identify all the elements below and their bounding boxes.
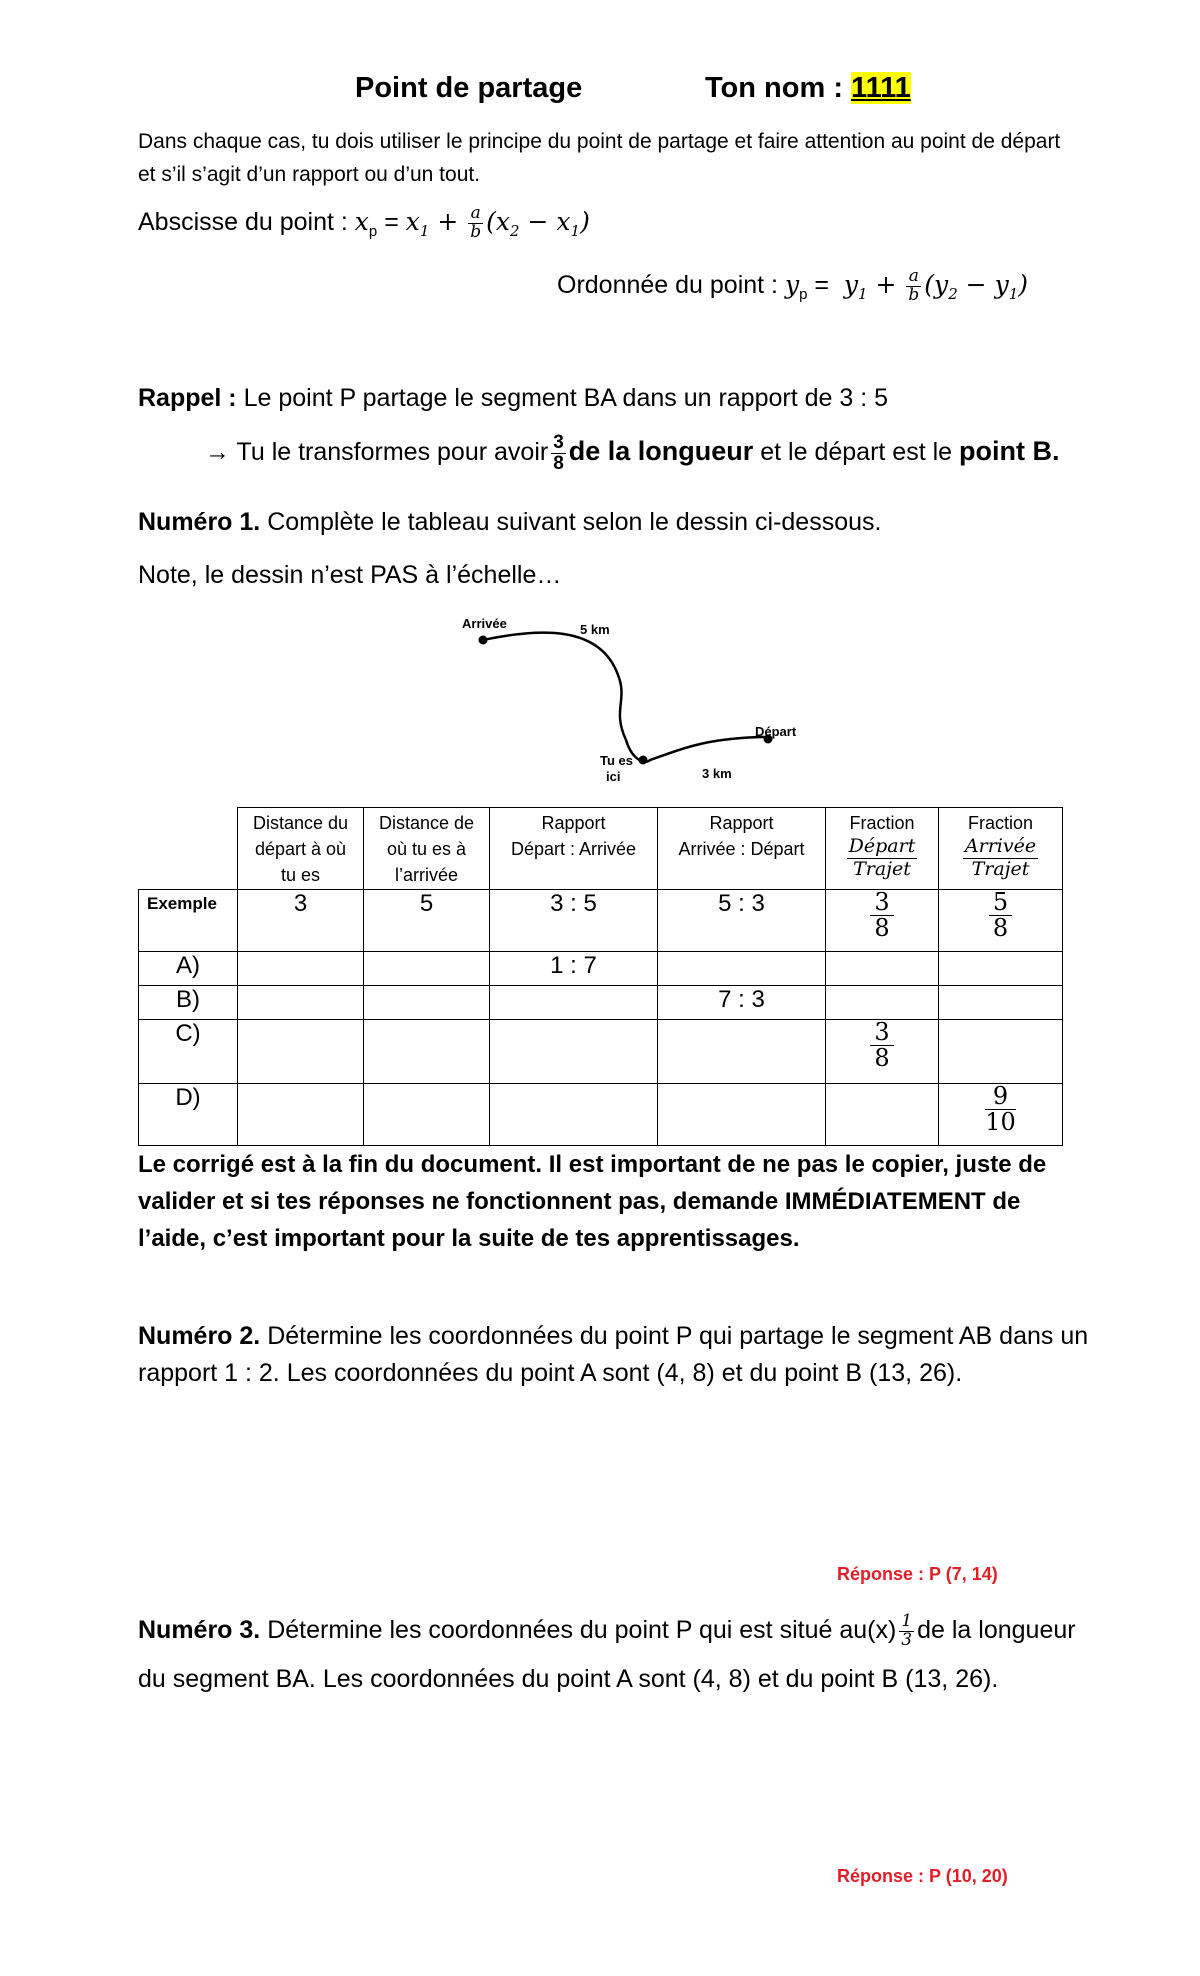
cell-a-3: 1 : 7 [490,952,658,986]
table-row-c [139,1020,1063,1084]
cell-d-1[interactable] [238,1084,364,1146]
current-point [639,756,648,765]
rappel-text: Le point P partage le segment BA dans un rapport de 3 : 5 [243,384,889,412]
header-fraction-depart: Fraction $\frac{\text{Départ}}{\text{Trajet}}$ [826,808,939,890]
cell-b-3[interactable] [490,986,658,1020]
cell-c-4[interactable] [658,1020,826,1084]
ratio-table [138,807,1063,1146]
sub-p: p [368,222,378,240]
numero1-label: Numéro 1. [138,508,261,536]
example-rapport-ad: 5 : 3 [658,890,826,952]
example-fraction-depart: $\frac{3}{8}$ [826,890,939,952]
path-diagram [0,0,1200,800]
here-label-line2: ici [606,769,621,784]
cell-d-3[interactable] [490,1084,658,1146]
header-empty [139,808,238,890]
header-distance-depart: Distance du départ à où tu es [238,808,364,890]
here-label-line1: Tu es [600,753,633,768]
header-distance-arrivee: Distance de où tu es à l’arrivée [364,808,490,890]
numero2-line-2: rapport 1 : 2. Les coordonnées du point A sont (4, 8) et du point B (13, 26). [138,1359,963,1387]
page-title: Point de partage [355,72,583,104]
distance-top-label: 5 km [580,622,610,637]
cell-d-6: $\frac{9}{10}$ [939,1084,1063,1146]
example-distance-depart: 3 [238,890,364,952]
cell-d-2[interactable] [364,1084,490,1146]
cell-d-4[interactable] [658,1084,826,1146]
numero2-label: Numéro 2. [138,1322,261,1350]
cell-a-2[interactable] [364,952,490,986]
example-distance-arrivee: 5 [364,890,490,952]
intro-line-2: et s’il s’agit d’un rapport ou d’un tout. [138,163,481,186]
arrivee-point [479,636,488,645]
row-label-example: Exemple [139,890,238,952]
numero2-line-1: Numéro 2. Détermine les coordonnées du point P qui partage le segment AB dans un [138,1322,1089,1350]
path-curve [483,633,765,762]
name-label: Ton nom : [705,72,843,104]
example-rapport-da: 3 : 5 [490,890,658,952]
table-header-row [139,808,1063,890]
intro-line-1: Dans chaque cas, tu dois utiliser le principe du point de partage et faire attention au point de départ [138,130,1061,153]
cell-c-5: $\frac{3}{8}$ [826,1020,939,1084]
x-var: x [354,206,369,236]
distance-bottom-label: 3 km [702,766,732,781]
row-label-c: C) [139,1020,238,1084]
table-row-b [139,986,1063,1020]
numero3-line-1: Numéro 3. Détermine les coordonnées du point P qui est situé au(x) $\frac{1}{3}$ de la longueur [138,1611,1076,1650]
cell-b-1[interactable] [238,986,364,1020]
corrige-note-1: Le corrigé est à la fin du document. Il est important de ne pas le copier, juste de [138,1151,1047,1178]
numero1-text: Complète le tableau suivant selon le dessin ci-dessous. [267,508,882,536]
rappel-transform-line: → Tu le transformes pour avoir $\frac{3}{8}$ de la longueur et le départ est le point B. [205,432,1060,474]
cell-c-6[interactable] [939,1020,1063,1084]
cell-c-1[interactable] [238,1020,364,1084]
cell-a-1[interactable] [238,952,364,986]
ordonnee-formula: Ordonnée du point : $y_p = y_1$ + $\frac{a}{b}$ $(y_2 - y_1)$ [557,266,1029,305]
cell-c-2[interactable] [364,1020,490,1084]
numero3-fraction: $\frac{1}{3}$ [901,1611,913,1650]
cell-b-4: 7 : 3 [658,986,826,1020]
formula-fraction-ab: $\frac{a}{b}$ [470,203,482,242]
numero3-label: Numéro 3. [138,1616,261,1644]
cell-b-2[interactable] [364,986,490,1020]
depart-label: Départ [755,724,797,739]
row-label-b: B) [139,986,238,1020]
abscisse-label: Abscisse du point : [138,207,348,236]
table-row-a [139,952,1063,986]
numero2-answer: Réponse : P (7, 14) [837,1564,998,1584]
corrige-note-2: valider et si tes réponses ne fonctionnent pas, demande IMMÉDIATEMENT de [138,1188,1021,1215]
cell-a-6[interactable] [939,952,1063,986]
numero1-note: Note, le dessin n’est PAS à l’échelle… [138,561,562,589]
header-rapport-depart-arrivee: Rapport Départ : Arrivée [490,808,658,890]
example-fraction-arrivee: $\frac{5}{8}$ [939,890,1063,952]
ordonnee-label: Ordonnée du point : [557,270,778,299]
numero3-line-2: du segment BA. Les coordonnées du point A sont (4, 8) et du point B (13, 26). [138,1665,999,1693]
cell-c-3[interactable] [490,1020,658,1084]
corrige-note-3: l’aide, c’est important pour la suite de tes apprentissages. [138,1225,800,1252]
header-rapport-arrivee-depart: Rapport Arrivée : Départ [658,808,826,890]
cell-a-5[interactable] [826,952,939,986]
row-label-d: D) [139,1084,238,1146]
name-value: 1111 [851,72,911,104]
y-var: y [784,269,800,299]
cell-b-6[interactable] [939,986,1063,1020]
rappel-label: Rappel : [138,384,237,412]
numero3-answer: Réponse : P (10, 20) [837,1866,1008,1886]
arrivee-label: Arrivée [462,616,507,631]
formula-fraction-ab-y: $\frac{a}{b}$ [908,266,920,305]
table-row-example [139,890,1063,952]
cell-b-5[interactable] [826,986,939,1020]
abscisse-formula: Abscisse du point : $x_p = x_1$ + $\frac{a}{b}$ $(x_2 - x_1)$ [138,203,590,242]
header-fraction-arrivee: Fraction $\frac{\text{Arrivée}}{\text{Trajet}}$ [939,808,1063,890]
arrow-icon: → [205,438,230,467]
cell-a-4[interactable] [658,952,826,986]
row-label-a: A) [139,952,238,986]
table-row-d [139,1084,1063,1146]
rappel-fraction: $\frac{3}{8}$ [553,432,564,474]
cell-d-5[interactable] [826,1084,939,1146]
